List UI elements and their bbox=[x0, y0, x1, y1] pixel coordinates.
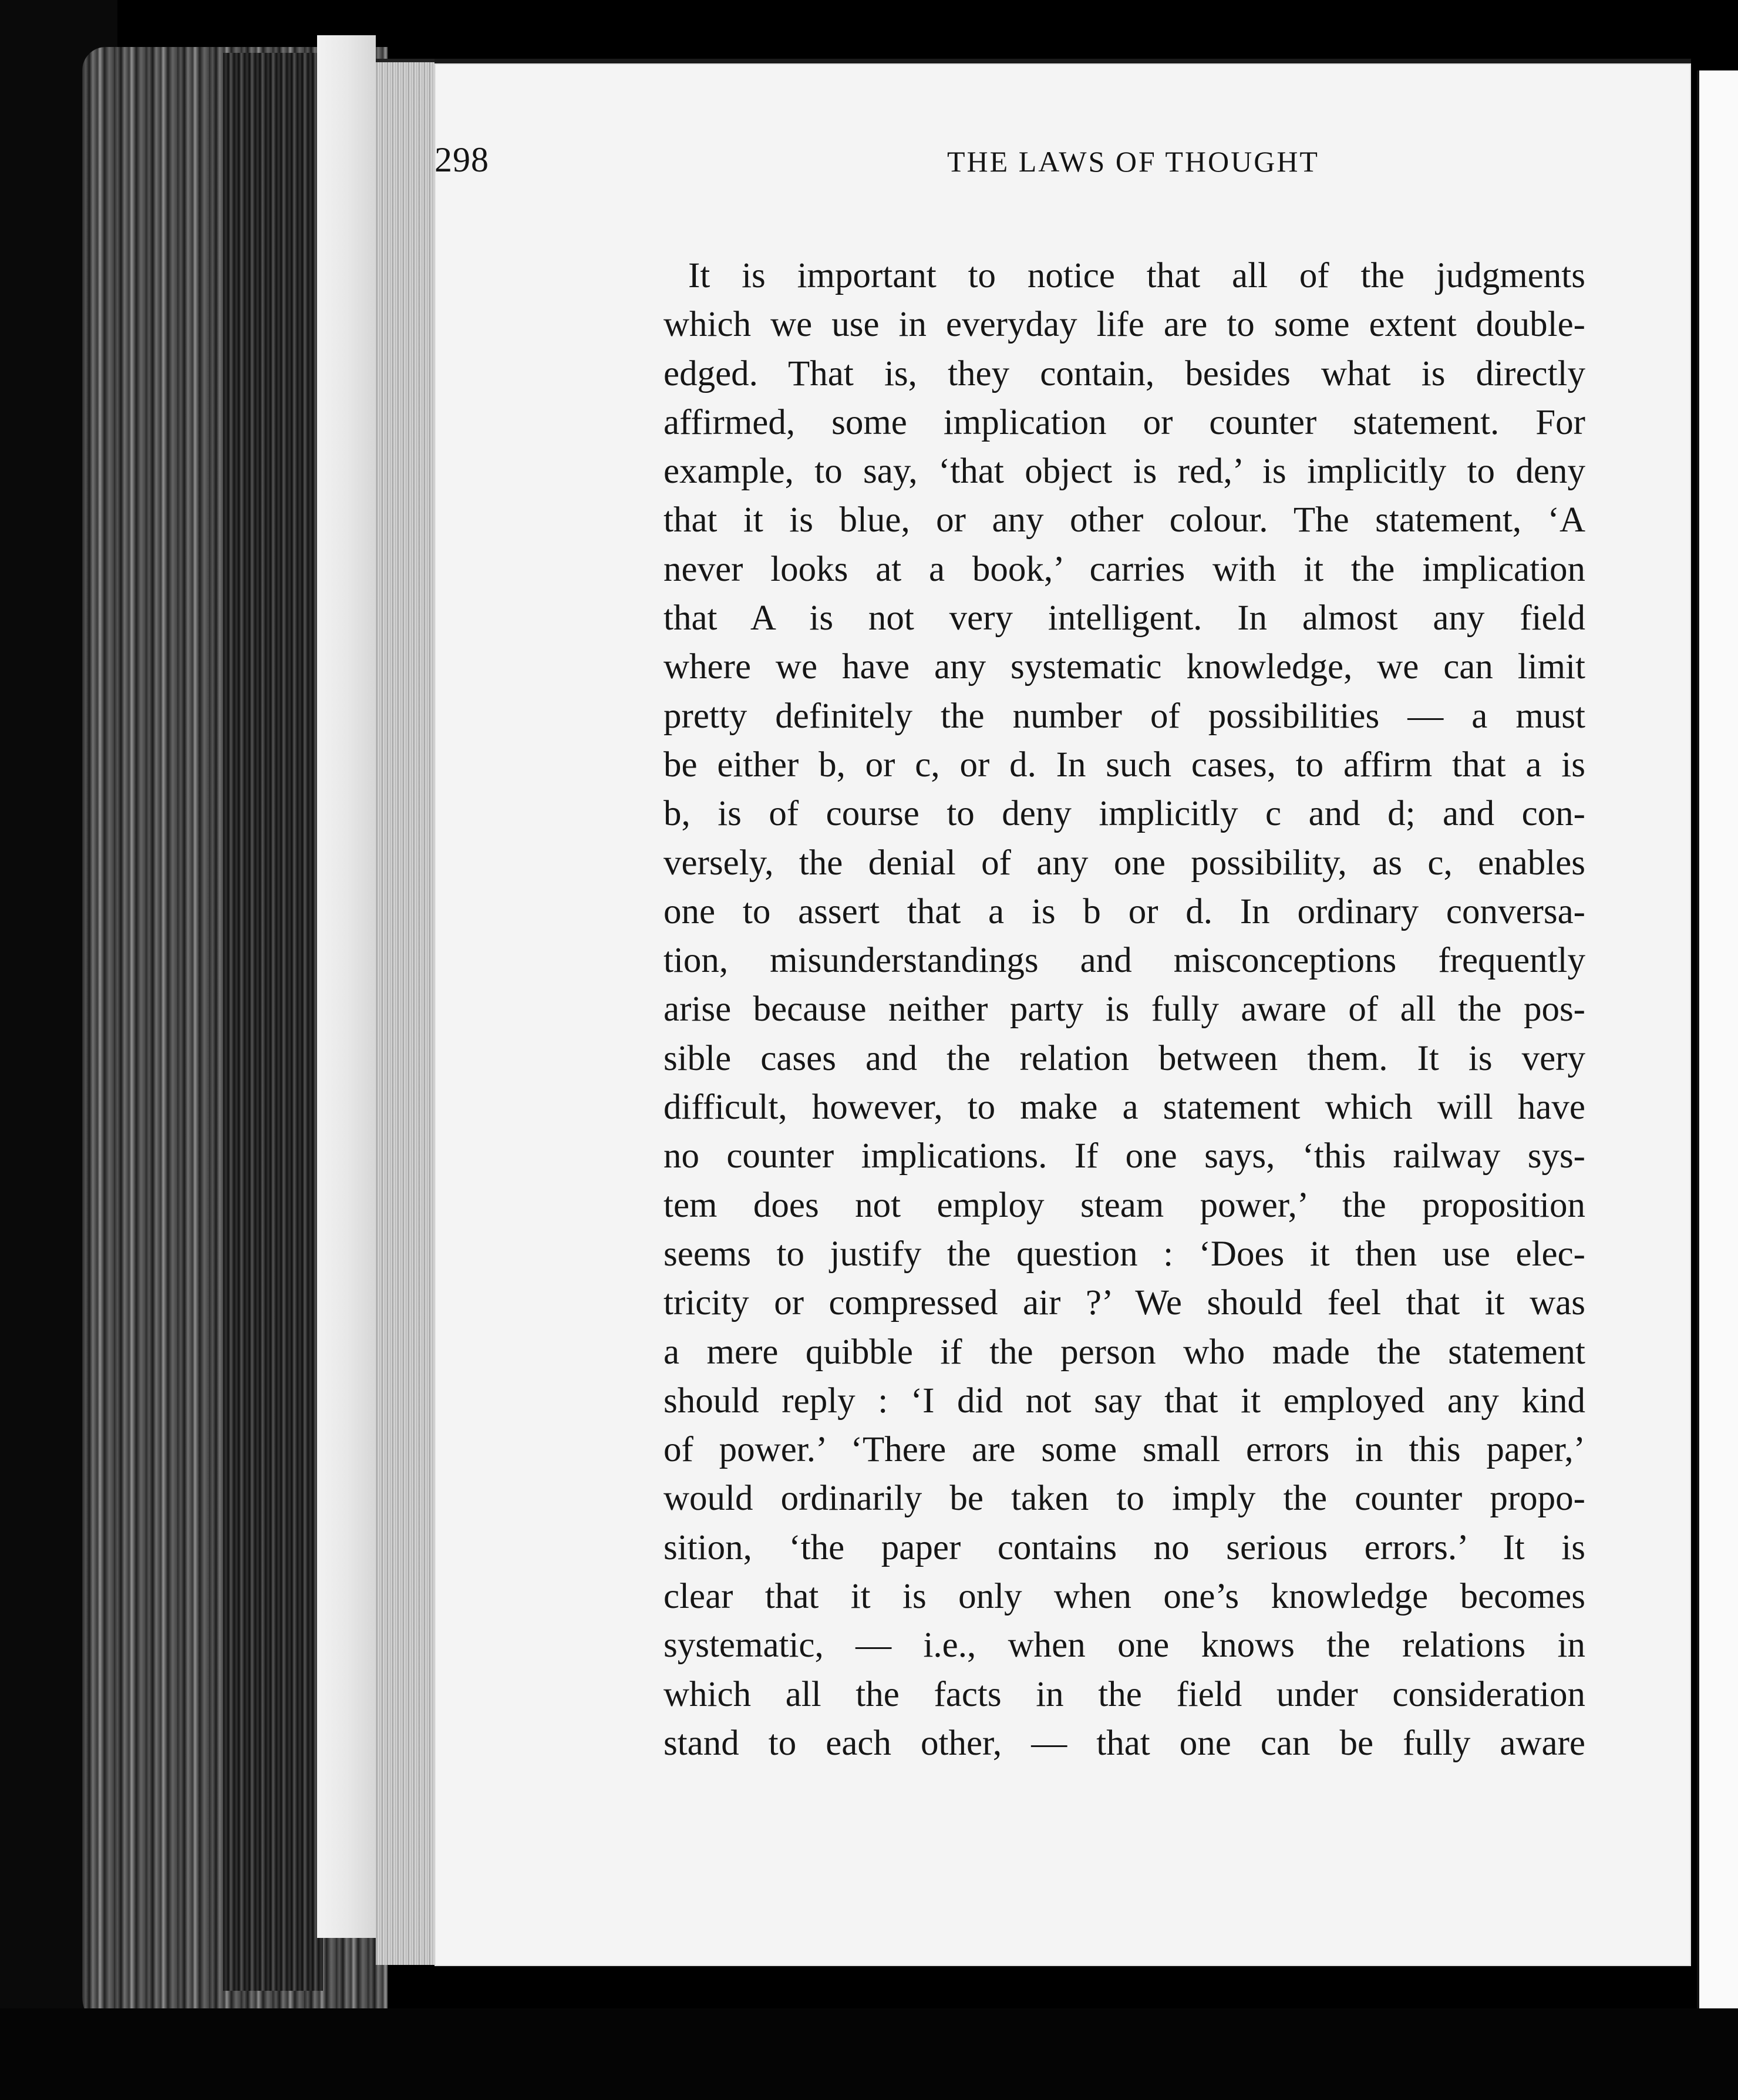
text-line: which we use in everyday life are to some extent double- bbox=[663, 305, 1585, 345]
running-head: THE LAWS OF THOUGHT bbox=[947, 145, 1319, 178]
text-line: tem does not employ steam power,’ the proposition bbox=[663, 1185, 1585, 1225]
text-line: where we have any systematic knowledge, we can limit bbox=[663, 647, 1585, 687]
text-line: affirmed, some implication or counter statement. For bbox=[663, 402, 1585, 442]
text-line: stand to each other, — that one can be fully aware bbox=[663, 1723, 1585, 1763]
text-line: edged. That is, they contain, besides what is directly bbox=[663, 354, 1585, 393]
text-line: sible cases and the relation between them. It is very bbox=[663, 1038, 1585, 1078]
text-line: would ordinarily be taken to imply the counter propo- bbox=[663, 1479, 1585, 1519]
text-line: of power.’ ‘There are some small errors in this paper,’ bbox=[663, 1430, 1585, 1470]
facing-page-edge bbox=[1697, 70, 1738, 2044]
text-line: arise because neither party is fully aware of all the pos- bbox=[663, 990, 1585, 1029]
text-line: sition, ‘the paper contains no serious errors.’ It is bbox=[663, 1527, 1585, 1567]
body-text bbox=[663, 251, 1585, 1768]
bottom-background bbox=[0, 2008, 1738, 2100]
text-line: seems to justify the question : ‘Does it then use elec- bbox=[663, 1234, 1585, 1274]
text-line: that it is blue, or any other colour. The statement, ‘A bbox=[663, 500, 1585, 540]
text-line: should reply : ‘I did not say that it employed any kind bbox=[663, 1381, 1585, 1421]
text-line: be either b, or c, or d. In such cases, to affirm that a is bbox=[663, 745, 1585, 785]
text-line: difficult, however, to make a statement which will have bbox=[663, 1088, 1585, 1128]
text-line: systematic, — i.e., when one knows the relations in bbox=[663, 1626, 1585, 1665]
text-line: one to assert that a is b or d. In ordinary conversa- bbox=[663, 891, 1585, 931]
text-line: tricity or compressed air ?’ We should feel that it was bbox=[663, 1283, 1585, 1323]
text-line: never looks at a book,’ carries with it the implication bbox=[663, 549, 1585, 589]
text-line: b, is of course to deny implicitly c and d; and con- bbox=[663, 794, 1585, 834]
text-line: example, to say, ‘that object is red,’ is implicitly to deny bbox=[663, 452, 1585, 492]
text-line: clear that it is only when one’s knowledge becomes bbox=[663, 1577, 1585, 1617]
page-number: 298 bbox=[435, 140, 489, 179]
text-line: which all the facts in the field under consideration bbox=[663, 1674, 1585, 1714]
text-line: versely, the denial of any one possibility, as c, enables bbox=[663, 843, 1585, 883]
text-line: tion, misunderstandings and misconceptions frequently bbox=[663, 941, 1585, 981]
text-line: that A is not very intelligent. In almost any field bbox=[663, 598, 1585, 638]
page-stack-light bbox=[317, 35, 376, 1938]
text-line: no counter implications. If one says, ‘this railway sys- bbox=[663, 1136, 1585, 1176]
text-line: It is important to notice that all of the judgments bbox=[688, 256, 1585, 295]
text-line: pretty definitely the number of possibilities — a must bbox=[663, 696, 1585, 736]
page-fore-edge bbox=[376, 59, 435, 1965]
page-stack-shadow bbox=[223, 53, 323, 1991]
text-line: a mere quibble if the person who made the statement bbox=[663, 1332, 1585, 1372]
